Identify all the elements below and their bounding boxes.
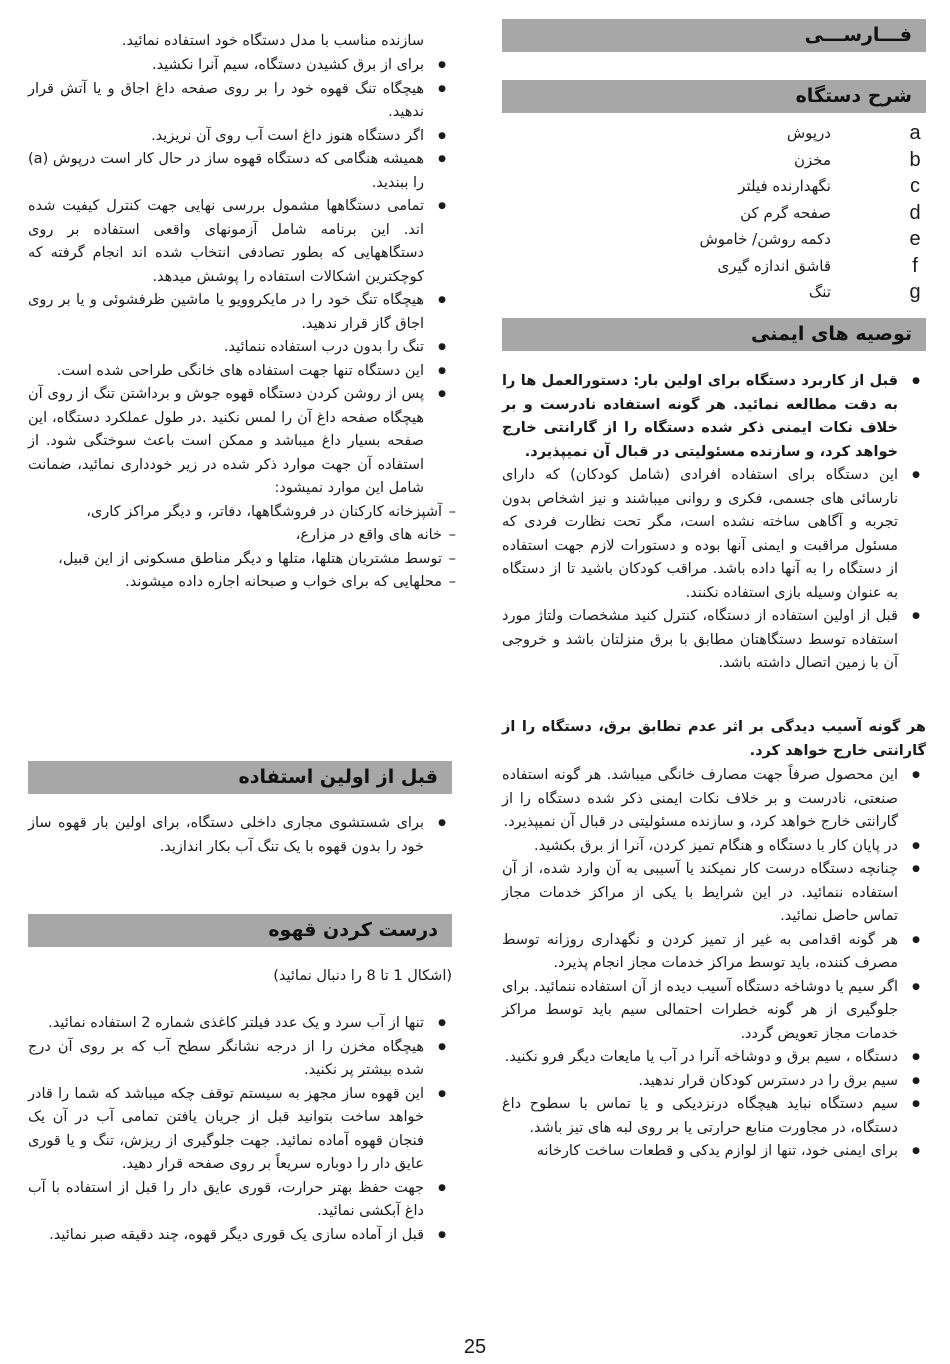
part-item: [502, 200, 926, 227]
part-item: [502, 173, 926, 200]
before-first-use-list: [28, 812, 452, 859]
part-label: درپوش: [786, 124, 831, 142]
safety-item: ● برای ایمنی خود، تنها از لوازم یدکی و قطعات ساخت کارخانه: [502, 1140, 926, 1164]
part-item: [502, 279, 926, 306]
figures-reference: (اشکال 1 تا 8 را دنبال نمائید): [273, 968, 452, 984]
part-letter: a: [909, 122, 921, 144]
safety-item: ● سیم دستگاه نباید هیچگاه درنزدیکی و یا تماس با سطوح داغ دستگاه، در مجاورت منابع حرارتی یا بر روی لبه های تیز باشد.: [502, 1093, 926, 1140]
exclusion-item: – خانه های واقع در مزارع،: [28, 524, 452, 548]
part-item: [502, 120, 926, 147]
making-coffee-list: [28, 1012, 452, 1247]
exclusion-item: – محلهایی که برای خواب و صبحانه اجاره داده میشوند.: [28, 571, 452, 595]
making-coffee-heading: درست کردن قهوه: [28, 914, 452, 947]
safety-item: ● دستگاه ، سیم برق و دوشاخه آنرا در آب یا مایعات دیگر فرو نکنید.: [502, 1046, 926, 1070]
instruction-item: ● قبل از آماده سازی یک قوری دیگر قهوه، چند دقیقه صبر نمائید.: [28, 1224, 452, 1248]
safety-item: ● تنگ را بدون درب استفاده ننمائید.: [28, 336, 452, 360]
part-label: مخزن: [793, 150, 831, 169]
instruction-item: ● هیچگاه مخزن را از درجه نشانگر سطح آب که بر روی آن درج شده بیشتر پر نکنید.: [28, 1036, 452, 1083]
continuation-text: سازنده مناسب با مدل دستگاه خود استفاده نمائید.: [121, 33, 424, 49]
safety-item: ● اگر سیم یا دوشاخه دستگاه آسیب دیده از آن استفاده ننمائید. برای جلوگیری از هر گونه خطرات احتمالی سیم باید توسط مراکز خدمات مجاز تعویض گردد.: [502, 976, 926, 1047]
safety-item: ● این دستگاه برای استفاده افرادی (شامل کودکان) که دارای نارسائی های جسمی، فکری و روانی میباشند و نیز اشخاص بدون تجربه و آگاهی ساخته نشده است، مگر تحت نظارت فردی که مسئول مراقبت و ایمنی آنها بوده و دستورات لازم جهت استفاده از دستگاه را به آنها داده باشد. مراقب کودکان باشید تا از دستگاه به عنوان وسیله بازی استفاده نکنند.: [502, 464, 926, 605]
instruction-item: ● تنها از آب سرد و یک عدد فیلتر کاغذی شماره 2 استفاده نمائید.: [28, 1012, 452, 1036]
safety-warning: هر گونه آسیب دیدگی بر اثر عدم تطابق برق، دستگاه را از گارانتی خارج خواهد کرد.: [502, 719, 926, 759]
description-heading: شرح دستگاه: [502, 80, 926, 113]
part-letter: f: [912, 254, 918, 277]
safety-item: ● این محصول صرفاً جهت مصارف خانگی میباشد. هر گونه استفاده صنعتی، نادرست و بر خلاف نکات ایمنی ذکر شده دستگاه را از گارانتی خارج خواهد کرد، و سازنده مسئولیتی در قبال آن نمیپذیرد.: [502, 764, 926, 835]
part-letter: c: [910, 175, 920, 197]
part-label: تنگ: [808, 283, 831, 301]
safety-item: ● همیشه هنگامی که دستگاه قهوه ساز در حال کار است درپوش (a) را ببندید.: [28, 148, 452, 195]
part-letter: d: [909, 201, 921, 224]
safety-list-continued: [28, 54, 452, 595]
before-first-use-heading: قبل از اولین استفاده: [28, 761, 452, 794]
part-item: [502, 226, 926, 253]
parts-list: [502, 120, 926, 306]
page-number: 25: [463, 1336, 487, 1358]
instruction-item: ● جهت حفظ بهتر حرارت، قوری عایق دار را قبل از استفاده با آب داغ آبکشی نمائید.: [28, 1177, 452, 1224]
instruction-item: ● این قهوه ساز مجهز به سیستم توقف چکه میباشد که شما را قادر خواهد ساخت بتوانید قبل از جریان یافتن تمامی آب در آن یک فنجان قهوه آماده نمائید. جهت جلوگیری از ریزش، تنگ و یا قوری عایق دار را دوباره سریعاً بر روی صفحه قرار دهید.: [28, 1083, 452, 1177]
part-label: نگهدارنده فیلتر: [738, 177, 831, 195]
part-item: [502, 253, 926, 280]
safety-item: ● هیچگاه تنگ خود را در مایکروویو یا ماشین ظرفشوئی و یا بر روی اجاق گاز قرار ندهید.: [28, 289, 452, 336]
safety-list-b: [502, 764, 926, 1164]
exclusion-item: – توسط مشتریان هتلها، متلها و دیگر مناطق مسکونی از این قبیل،: [28, 548, 452, 572]
language-heading: فـــارســـی: [502, 19, 926, 52]
safety-item: ● در پایان کار با دستگاه و هنگام تمیز کردن، آنرا از برق بکشید.: [502, 835, 926, 859]
part-item: [502, 147, 926, 174]
safety-item: ● پس از روشن کردن دستگاه قهوه جوش و برداشتن تنگ از روی آن هیچگاه صفحه داغ آن را لمس نکنید .در طول عملکرد دستگاه، این صفحه بسیار داغ میباشد و ممکن است باعث سوختگی شود. از استفاده آن جهت موارد ذکر شده در زیر خودداری نمائید، ضمانت شامل این موارد نمیشود:: [28, 383, 452, 501]
safety-item: ● قبل از کاربرد دستگاه برای اولین بار: دستورالعمل ها را به دقت مطالعه نمائید. هر گونه استفاده نادرست و بر خلاف نکات ایمنی ذکر شده دستگاه را از گارانتی خارج خواهد کرد، و سازنده مسئولیتی در قبال آن نمیپذیرد.: [502, 370, 926, 464]
part-letter: g: [909, 281, 921, 303]
part-label: صفحه گرم کن: [740, 203, 831, 222]
part-letter: e: [909, 228, 921, 250]
safety-item: ● چنانچه دستگاه درست کار نمیکند یا آسیبی به آن وارد شده، از آن استفاده ننمائید. در این شرایط با یکی از مراکز خدمات مجاز تماس حاصل نمائید.: [502, 858, 926, 929]
safety-item: ● اگر دستگاه هنوز داغ است آب روی آن نریزید.: [28, 125, 452, 149]
safety-list-a: [502, 370, 926, 676]
exclusion-item: – آشپزخانه کارکنان در فروشگاهها، دفاتر، و دیگر مراکز کاری،: [28, 501, 452, 525]
part-letter: b: [909, 148, 921, 171]
safety-heading: توصیه های ایمنی: [502, 318, 926, 351]
safety-item: ● برای از برق کشیدن دستگاه، سیم آنرا نکشید.: [28, 54, 452, 78]
safety-item: ● این دستگاه تنها جهت استفاده های خانگی طراحی شده است.: [28, 360, 452, 384]
safety-item: ● هر گونه اقدامی به غیر از تمیز کردن و نگهداری روزانه توسط مصرف کننده، باید توسط مراکز خدمات مجاز انجام پذیرد.: [502, 929, 926, 976]
part-label: قاشق اندازه گیری: [717, 256, 831, 275]
part-label: دکمه روشن/ خاموش: [699, 230, 831, 248]
instruction-item: ● برای شستشوی مجاری داخلی دستگاه، برای اولین بار قهوه ساز خود را بدون قهوه با یک تنگ آب بکار اندازید.: [28, 812, 452, 859]
safety-item: ● هیچگاه تنگ قهوه خود را بر روی صفحه داغ اجاق و یا آتش قرار ندهید.: [28, 78, 452, 125]
safety-item: ● قبل از اولین استفاده از دستگاه، کنترل کنید مشخصات ولتاژ مورد استفاده توسط دستگاهتان مطابق با برق منزلتان باشد و خروجی آن با زمین اتصال داشته باشد.: [502, 605, 926, 676]
safety-item: ● سیم برق را در دسترس کودکان قرار ندهید.: [502, 1070, 926, 1094]
safety-item: ● تمامی دستگاهها مشمول بررسی نهایی جهت کنترل کیفیت شده اند. این برنامه شامل آزمونهای واقعی استفاده بر روی دستگاههایی که بطور تصادفی انتخاب شده اند انجام گرفته که کوچکترین اشکالات استفاده را پوشش میدهد.: [28, 195, 452, 289]
